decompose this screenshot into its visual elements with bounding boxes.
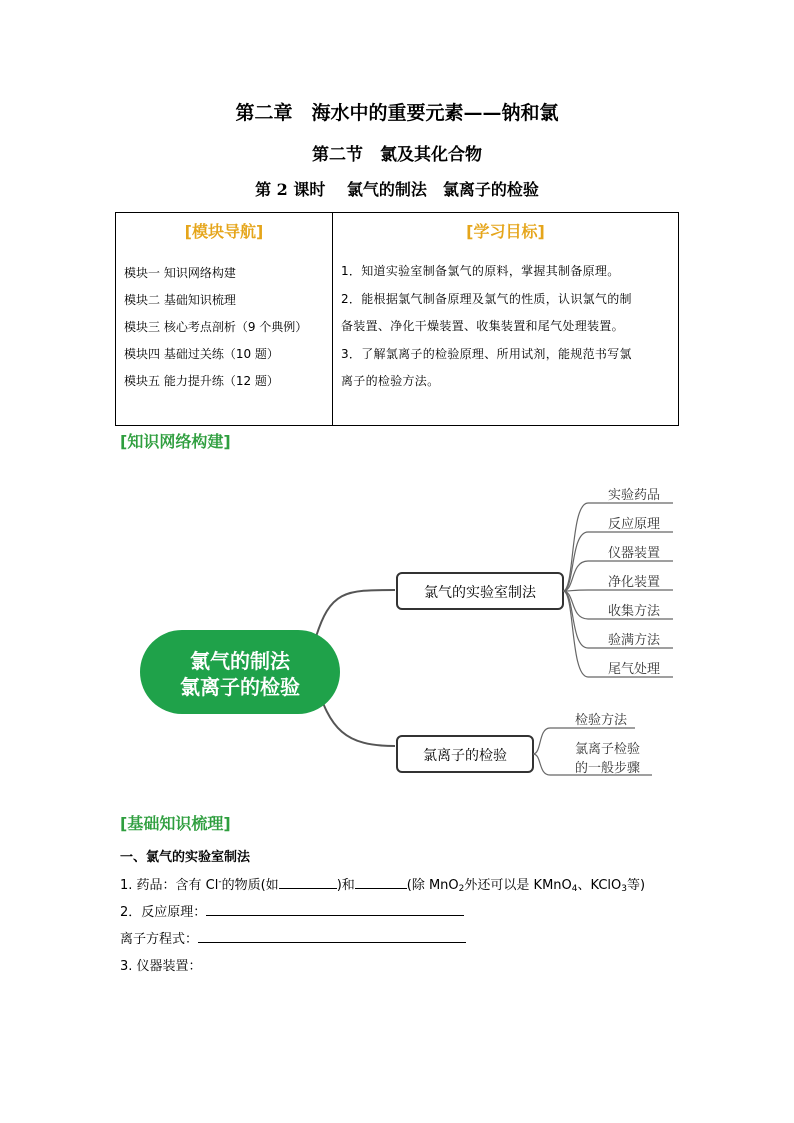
module-nav-cell <box>116 213 333 426</box>
root-label-line2: 氯离子的检验 <box>180 675 300 699</box>
module-item: 模块一 知识网络构建 <box>124 266 236 280</box>
question-ionic-equation <box>120 928 466 947</box>
q1-blank-1[interactable] <box>279 888 337 889</box>
goal-line: 2．能根据氯气制备原理及氯气的性质，认识氯气的制 <box>341 291 632 306</box>
q1-text-f: 、KClO <box>577 878 622 893</box>
ionic-equation-blank[interactable] <box>198 942 466 943</box>
module-item: 模块五 能力提升练（12 题） <box>124 374 279 388</box>
q1-text-c: )和 <box>336 878 355 893</box>
module-goal-table <box>115 212 679 426</box>
q1-sup: - <box>218 877 222 887</box>
leaf-steps-line2: 的一般步骤 <box>575 761 641 776</box>
module-item: 模块三 核心考点剖析（9 个典例） <box>124 320 308 334</box>
goal-line: 1．知道实验室制备氯气的原料，掌握其制备原理。 <box>341 264 620 278</box>
goal-line: 备装置、净化干燥装置、收集装置和尾气处理装置。 <box>341 319 624 333</box>
leaf-purification: 净化装置 <box>608 575 661 590</box>
knowledge-network-heading: [知识网络构建] <box>120 432 231 451</box>
module-item: 模块四 基础过关练（10 题） <box>124 347 279 361</box>
q1-text-d: (除 MnO <box>406 878 459 893</box>
leaf-tail-gas: 尾气处理 <box>608 662 661 677</box>
leaf-fullness-test: 验满方法 <box>608 633 661 648</box>
question-1 <box>120 874 645 894</box>
leaf-reaction-principle: 反应原理 <box>608 517 661 532</box>
branch-lab-prep-label: 氯气的实验室制法 <box>424 585 536 601</box>
lesson-title: 第 2 课时 氯气的制法 氯离子的检验 <box>255 180 539 199</box>
section-title: 第二节 氯及其化合物 <box>312 145 482 165</box>
goal-line: 离子的检验方法。 <box>341 374 440 388</box>
q2-blank[interactable] <box>206 915 464 916</box>
root-label-line1: 氯气的制法 <box>190 649 290 673</box>
q1-text-g: 等) <box>626 878 646 893</box>
q1-sub-3: 3 <box>621 884 627 894</box>
learning-goals-heading: [学习目标] <box>466 222 545 241</box>
question-2 <box>120 901 464 920</box>
q2-label: 2．反应原理： <box>120 905 207 920</box>
branch-chloride-test-label: 氯离子的检验 <box>423 748 507 764</box>
q1-text-e: 外还可以是 KMnO <box>464 878 572 893</box>
learning-goals-cell <box>333 213 679 426</box>
leaf-test-method: 检验方法 <box>575 713 628 728</box>
question-3: 3. 仪器装置： <box>120 959 202 974</box>
q1-text-b: 的物质(如 <box>221 878 279 893</box>
leaf-collection: 收集方法 <box>608 604 661 619</box>
chapter-title: 第二章 海水中的重要元素——钠和氯 <box>235 102 559 124</box>
q1-text-a: 1. 药品：含有 Cl <box>120 878 219 893</box>
goal-list <box>341 258 670 396</box>
module-list <box>124 260 332 395</box>
q1-sub-4: 4 <box>571 884 578 894</box>
basic-knowledge-heading: [基础知识梳理] <box>120 814 231 833</box>
module-nav-heading: [模块导航] <box>184 222 264 241</box>
module-item: 模块二 基础知识梳理 <box>124 293 236 307</box>
q1-blank-2[interactable] <box>355 888 407 889</box>
q1-sub-2: 2 <box>458 884 465 894</box>
leaf-reagents: 实验药品 <box>608 488 661 503</box>
subsection-title: 一、氯气的实验室制法 <box>120 850 251 865</box>
leaf-steps-line1: 氯离子检验 <box>575 742 641 757</box>
goal-line: 3．了解氯离子的检验原理、所用试剂，能规范书写氯 <box>341 346 632 361</box>
mind-map <box>130 470 690 790</box>
root-connector-top <box>315 590 395 640</box>
leaf-apparatus: 仪器装置 <box>608 546 661 561</box>
ionic-equation-label: 离子方程式： <box>120 932 199 947</box>
